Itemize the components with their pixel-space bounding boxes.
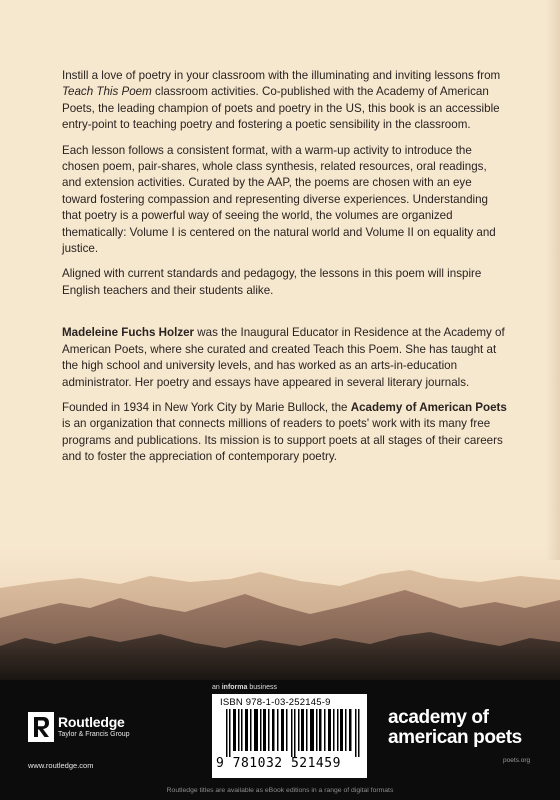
author-name: Madeleine Fuchs Holzer [62, 326, 195, 340]
academy-of-american-poets-logo: academy of american poets [388, 707, 522, 748]
blurb-paragraph-3: Aligned with current standards and pedagogy, the lessons in this poem will inspire English teachers and their students alike. [62, 267, 482, 297]
informa-business-tagline: an informa business [212, 684, 277, 691]
blurb-paragraph-2: Each lesson follows a consistent format, with a warm-up activity to introduce the chosen poem, pair-shares, whole class synthesis, related resources, oral readings, and extension activities. Curated by the AAP, the poems are chosen with an eye toward fostering compassion and representing diverse experiences. Understanding that poetry is a powerful way of seeing the world, the volumes are organized thematically: Volume I is centered on the natural world and Volume II on equality and justice. [62, 143, 496, 256]
book-title-italic: Teach This Poem [62, 85, 152, 99]
publisher-url[interactable]: www.routledge.com [28, 761, 94, 770]
blurb-text [62, 68, 507, 475]
isbn-barcode [212, 694, 367, 778]
organization-name: Academy of American Poets [350, 400, 507, 414]
blurb-paragraph-1: Instill a love of poetry in your classroom with the illuminating and inviting lessons from Teach This Poem classroom activities. Co-published with the Academy of American Poets, the leading champion of poets and poetry in the US, this book is an accessible entry-point to teaching poetry and fostering a poetic sensibility in the classroom. [62, 69, 501, 132]
cover-footer [0, 680, 560, 800]
organization-bio: Founded in 1934 in New York City by Marie Bullock, the Academy of American Poets is an organization that connects millions of readers to poets' work with its many free programs and publications. Its mission is to support poets at all stages of their careers and to foster the appreciation of contemporary poetry. [62, 400, 507, 464]
poets-org-url[interactable]: poets.org [503, 757, 531, 764]
barcode-icon [226, 709, 362, 757]
ebook-availability-note: Routledge titles are available as eBook editions in a range of digital formats [166, 787, 394, 794]
publisher-name: Routledge [58, 714, 125, 730]
publisher-group: Taylor & Francis Group [58, 731, 130, 738]
mountain-landscape-image [0, 548, 560, 680]
isbn-digits: 9 781032 521459 [216, 756, 341, 771]
author-bio: Madeleine Fuchs Holzer was the Inaugural Educator in Residence at the Academy of American Poets, where she curated and created Teach this Poem. She has taught at the high school and university levels, and has worked as an arts-in-education administrator. Her poetry and essays have appeared in several literary journals. [62, 326, 505, 389]
isbn-label: ISBN 978-1-03-252145-9 [220, 697, 331, 708]
routledge-r-logo-icon [28, 712, 54, 742]
